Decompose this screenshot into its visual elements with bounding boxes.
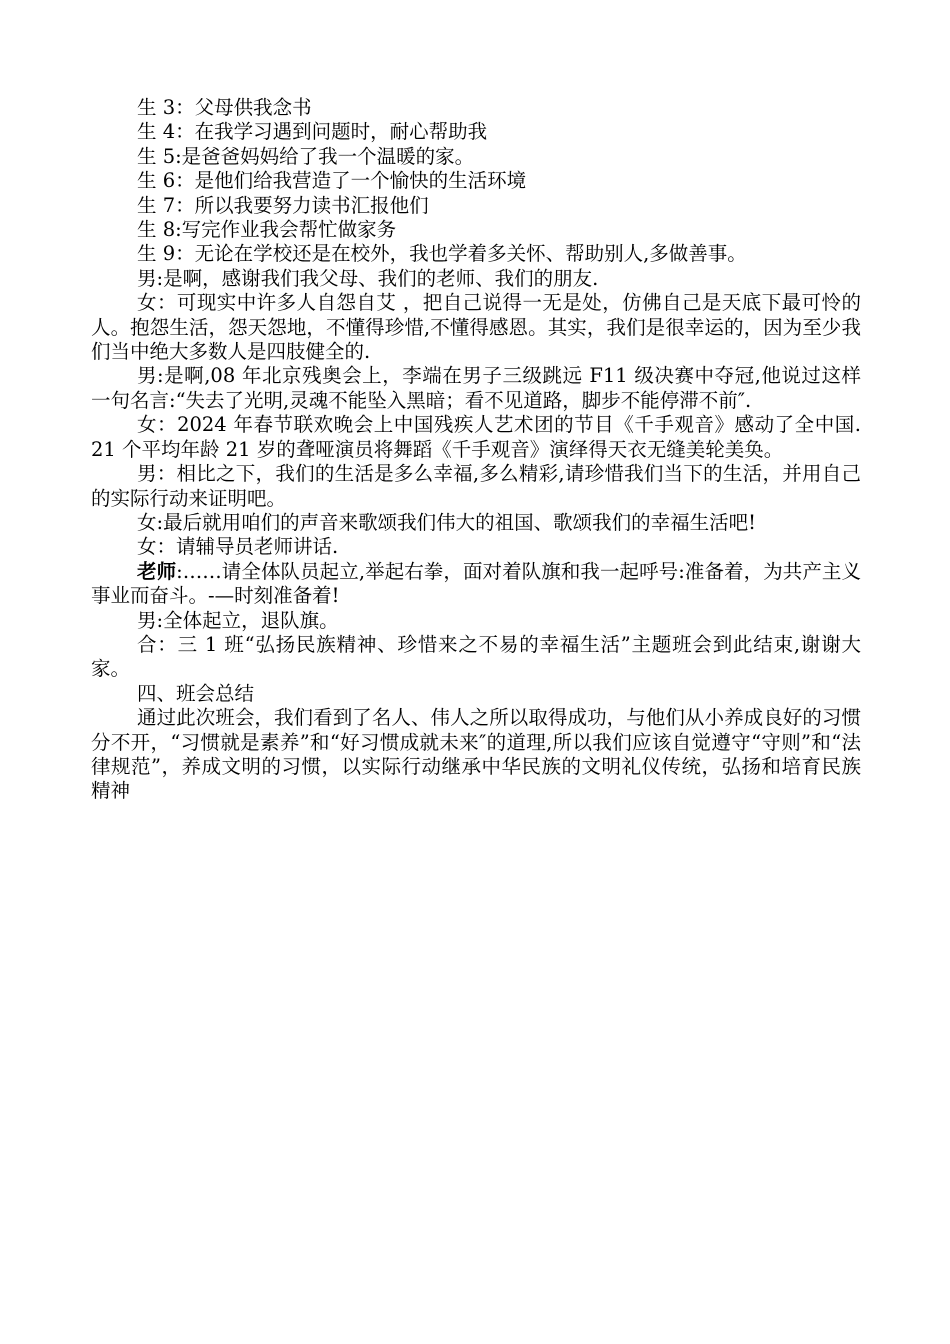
teacher-speech-text: :……请全体队员起立,举起右拳，面对着队旗和我一起呼号:准备着，为共产主义事业而奋斗。-—时刻准备着! <box>91 559 861 608</box>
paragraph-summary: 通过此次班会，我们看到了名人、伟人之所以取得成功，与他们从小养成良好的习惯分不开，“习惯就是素养”和“好习惯成就未来″的道理,所以我们应该自觉遵守“守则”和“法律规范”，养成文明的习惯，以实际行动继承中华民族的文明礼仪传统，弘扬和培育民族精神 <box>91 706 862 803</box>
paragraph-teacher-speech <box>91 560 861 609</box>
teacher-speaker-label: 老师 <box>137 559 177 583</box>
paragraph-student-3: 生 3：父母供我念书 <box>137 96 312 119</box>
paragraph-male-cherish: 男：相比之下，我们的生活是多么幸福,多么精彩,请珍惜我们当下的生活，并用自己的实际行动来证明吧。 <box>91 462 861 510</box>
paragraph-student-7: 生 7：所以我要努力读书汇报他们 <box>137 193 429 217</box>
paragraph-male-thanks: 男:是啊，感谢我们我父母、我们的老师、我们的朋友. <box>137 266 599 290</box>
section-heading-summary: 四、班会总结 <box>137 681 255 705</box>
document-page <box>91 96 861 804</box>
paragraph-female-gala: 女：2024 年春节联欢晚会上中国残疾人艺术团的节目《千手观音》感动了全中国. 21 个平均年龄 21 岁的聋哑演员将舞蹈《千手观音》演绎得天衣无缝美轮美奂。 <box>91 413 861 461</box>
paragraph-male-paralympics: 男:是啊,08 年北京残奥会上，李端在男子三级跳远 F11 级决赛中夺冠,他说过这样一句名言:“失去了光明,灵魂不能坠入黑暗；看不见道路，脚步不能停滞不前″. <box>91 364 861 412</box>
paragraph-female-praise: 女:最后就用咱们的声音来歌颂我们伟大的祖国、歌颂我们的幸福生活吧! <box>137 510 756 534</box>
paragraph-male-retire-flag: 男:全体起立，退队旗。 <box>137 608 339 632</box>
paragraph-chorus-closing: 合：三 1 班“弘扬民族精神、珍惜来之不易的幸福生活”主题班会到此结束,谢谢大家。 <box>91 632 861 681</box>
paragraph-female-invite-teacher: 女：请辅导员老师讲话. <box>137 535 339 559</box>
paragraph-student-6: 生 6：是他们给我营造了一个愉快的生活环境 <box>137 169 527 193</box>
paragraph-student-4: 生 4：在我学习遇到问题时，耐心帮助我 <box>137 120 488 144</box>
paragraph-student-5: 生 5:是爸爸妈妈给了我一个温暖的家。 <box>137 144 475 168</box>
paragraph-female-reality: 女：可现实中许多人自怨自艾 ，把自己说得一无是处，仿佛自己是天底下最可怜的人。抱怨生活，怨天怨地，不懂得珍惜,不懂得感恩。其实，我们是很幸运的，因为至少我们当中绝大多数人是四肢健全的. <box>91 291 861 364</box>
paragraph-student-9: 生 9：无论在学校还是在校外，我也学着多关怀、帮助别人,多做善事。 <box>137 242 747 266</box>
paragraph-student-8: 生 8:写完作业我会帮忙做家务 <box>137 218 397 242</box>
